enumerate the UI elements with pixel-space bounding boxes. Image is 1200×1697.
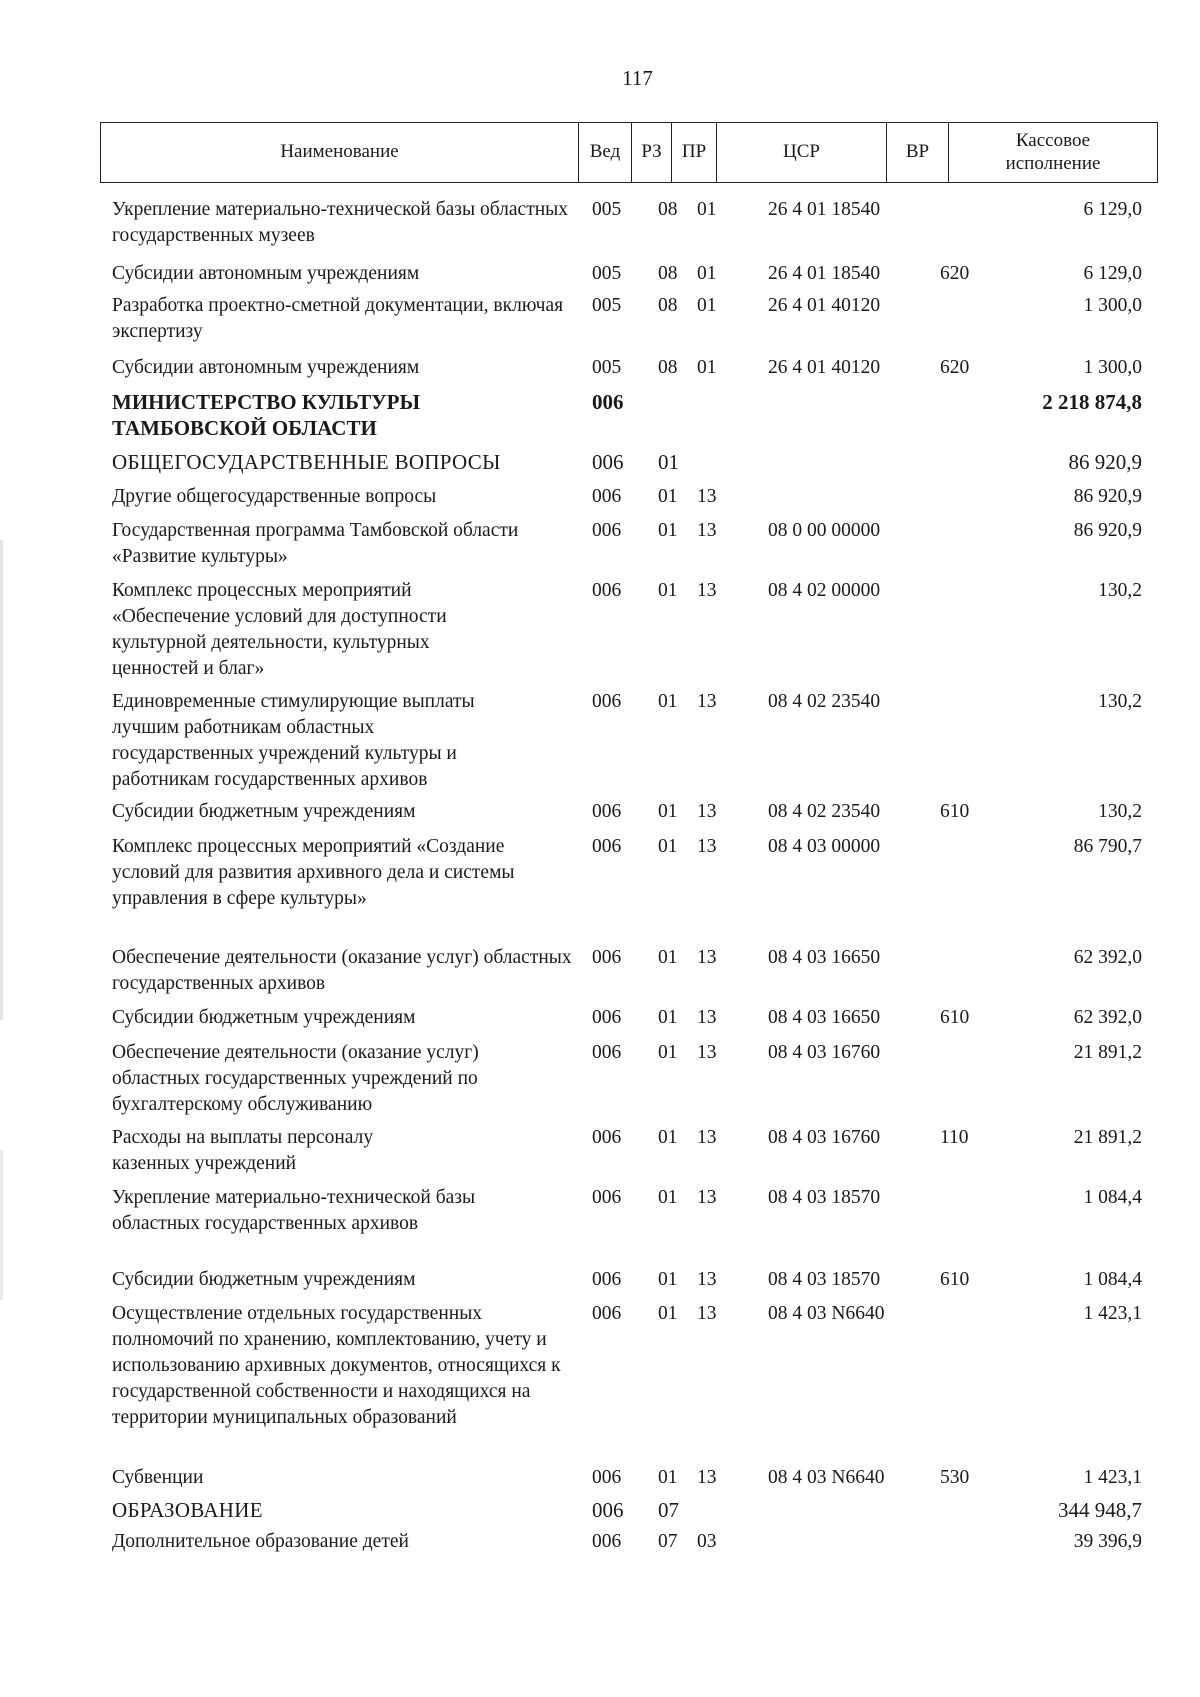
row-ved: 006 [592,1187,622,1208]
row-ved: 006 [592,691,622,712]
row-pr: 03 [697,1531,717,1552]
row-ved: 006 [592,1467,622,1488]
row-ved: 006 [592,520,622,541]
row-rz: 01 [658,1269,678,1290]
row-ved: 006 [592,801,622,822]
scan-edge-mark [0,1150,3,1300]
row-amount: 86 920,9 [1073,520,1142,541]
row-amount: 1 423,1 [1083,1467,1142,1488]
row-csr: 08 4 02 23540 [768,801,881,822]
row-rz: 01 [658,1303,678,1324]
row-amount: 86 920,9 [1073,486,1142,507]
row-ved: 006 [592,947,622,968]
row-csr: 08 4 02 23540 [768,691,881,712]
header-rz: РЗ [632,123,672,183]
row-vr: 620 [940,357,970,378]
row-name: Осуществление отдельных государственных полномочий по хранению, комплектованию, учету и использованию архивных документов, относящихся к государственной собственности и находящихся на территории муниципальных образований [112,1303,561,1428]
row-vr: 610 [940,1007,970,1028]
row-ved: 006 [592,486,622,507]
header-csr: ЦСР [717,123,887,183]
row-amount: 130,2 [1098,691,1142,712]
header-vr: ВР [887,123,949,183]
row-name: Государственная программа Тамбовской области «Развитие культуры» [112,520,519,567]
row-amount: 1 300,0 [1083,357,1142,378]
row-ved: 005 [592,263,622,284]
row-rz: 01 [658,691,678,712]
row-amount: 2 218 874,8 [1042,390,1142,414]
row-pr: 13 [697,691,717,712]
row-pr: 13 [697,1303,717,1324]
row-vr: 610 [940,1269,970,1290]
row-ved: 005 [592,295,622,316]
row-rz: 01 [658,947,678,968]
row-rz: 01 [658,580,678,601]
row-ved: 005 [592,357,622,378]
row-pr: 01 [697,295,717,316]
row-rz: 01 [658,801,678,822]
table-header [100,122,1158,183]
row-name: Субсидии автономным учреждениям [112,357,420,378]
row-amount: 86 790,7 [1073,836,1142,857]
row-name: ОБРАЗОВАНИЕ [112,1498,263,1522]
row-amount: 130,2 [1098,801,1142,822]
row-amount: 1 084,4 [1083,1187,1142,1208]
row-rz: 01 [658,1187,678,1208]
row-csr: 08 4 03 16760 [768,1042,881,1063]
row-rz: 08 [658,295,678,316]
row-ved: 006 [592,836,622,857]
row-pr: 13 [697,580,717,601]
row-ved: 006 [592,1127,622,1148]
row-amount: 6 129,0 [1083,199,1142,220]
row-csr: 08 4 03 00000 [768,836,881,857]
header-amount-line1: Кассовое [1015,129,1091,151]
row-pr: 01 [697,199,717,220]
row-ved: 006 [592,390,624,414]
row-name: Субсидии бюджетным учреждениям [112,1269,416,1290]
row-rz: 08 [658,199,678,220]
row-rz: 08 [658,263,678,284]
row-amount: 344 948,7 [1058,1498,1142,1522]
row-amount: 21 891,2 [1073,1042,1142,1063]
row-csr: 26 4 01 18540 [768,199,881,220]
row-amount: 86 920,9 [1068,450,1142,474]
row-amount: 130,2 [1098,580,1142,601]
row-rz: 01 [658,1467,678,1488]
row-rz: 01 [658,1042,678,1063]
row-pr: 01 [697,357,717,378]
row-csr: 26 4 01 40120 [768,357,881,378]
row-amount: 1 084,4 [1083,1269,1142,1290]
row-rz: 01 [658,1007,678,1028]
row-name: Расходы на выплаты персоналу казенных учреждений [112,1127,374,1174]
row-ved: 006 [592,1498,624,1522]
row-ved: 006 [592,450,624,474]
row-csr: 08 4 03 N6640 [768,1303,885,1324]
row-amount: 1 300,0 [1083,295,1142,316]
row-csr: 08 4 02 00000 [768,580,881,601]
row-name: Обеспечение деятельности (оказание услуг) областных государственных учреждений по бухгалтерскому обслуживанию [112,1042,479,1115]
row-rz: 01 [658,450,679,474]
row-name: Разработка проектно-сметной документации, включая экспертизу [112,295,564,342]
header-name: Наименование [101,123,579,183]
row-name: Субсидии бюджетным учреждениям [112,801,416,822]
row-csr: 08 4 03 16650 [768,1007,881,1028]
row-pr: 01 [697,263,717,284]
row-vr: 530 [940,1467,970,1488]
row-amount: 1 423,1 [1083,1303,1142,1324]
row-rz: 08 [658,357,678,378]
row-name: Другие общегосударственные вопросы [112,486,437,507]
row-csr: 08 4 03 18570 [768,1269,881,1290]
row-pr: 13 [697,1269,717,1290]
header-ved: Вед [579,123,632,183]
row-name: ОБЩЕГОСУДАРСТВЕННЫЕ ВОПРОСЫ [112,450,501,474]
row-amount: 21 891,2 [1073,1127,1142,1148]
row-ved: 006 [592,580,622,601]
row-name: МИНИСТЕРСТВО КУЛЬТУРЫ ТАМБОВСКОЙ ОБЛАСТИ [112,390,421,440]
row-csr: 08 4 03 N6640 [768,1467,885,1488]
row-csr: 08 4 03 18570 [768,1187,881,1208]
row-rz: 01 [658,520,678,541]
row-csr: 26 4 01 18540 [768,263,881,284]
row-rz: 01 [658,1127,678,1148]
row-name: Обеспечение деятельности (оказание услуг) областных государственных архивов [112,947,572,994]
row-name: Субвенции [112,1467,204,1488]
header-amount [949,123,1158,183]
row-pr: 13 [697,1187,717,1208]
row-amount: 62 392,0 [1073,1007,1142,1028]
row-name: Субсидии автономным учреждениям [112,263,420,284]
row-csr: 08 4 03 16650 [768,947,881,968]
row-name: Укрепление материально-технической базы областных государственных музеев [112,199,569,246]
row-name: Дополнительное образование детей [112,1531,409,1552]
row-pr: 13 [697,836,717,857]
row-ved: 006 [592,1042,622,1063]
row-ved: 006 [592,1007,622,1028]
row-csr: 26 4 01 40120 [768,295,881,316]
row-csr: 08 0 00 00000 [768,520,881,541]
row-ved: 006 [592,1269,622,1290]
row-amount: 39 396,9 [1073,1531,1142,1552]
row-name: Субсидии бюджетным учреждениям [112,1007,416,1028]
header-pr: ПР [672,123,717,183]
row-vr: 620 [940,263,970,284]
row-name: Комплекс процессных мероприятий «Обеспечение условий для доступности культурной деятельности, культурных ценностей и благ» [112,580,447,679]
row-rz: 01 [658,486,678,507]
row-pr: 13 [697,1467,717,1488]
row-amount: 6 129,0 [1083,263,1142,284]
row-csr: 08 4 03 16760 [768,1127,881,1148]
row-name: Укрепление материально-технической базы областных государственных архивов [112,1187,476,1234]
row-pr: 13 [697,486,717,507]
row-vr: 110 [940,1127,969,1148]
row-ved: 005 [592,199,622,220]
row-ved: 006 [592,1303,622,1324]
row-pr: 13 [697,520,717,541]
scan-edge-mark [0,540,3,1020]
row-pr: 13 [697,1127,717,1148]
page-number: 117 [622,66,653,90]
row-pr: 13 [697,1042,717,1063]
row-pr: 13 [697,801,717,822]
row-rz: 01 [658,836,678,857]
row-pr: 13 [697,947,717,968]
row-name: Единовременные стимулирующие выплаты лучшим работникам областных государственных учреждений культуры и работникам государственных архивов [112,691,475,790]
row-vr: 610 [940,801,970,822]
row-amount: 62 392,0 [1073,947,1142,968]
row-name: Комплекс процессных мероприятий «Создание условий для развития архивного дела и системы управления в сфере культуры» [112,836,515,909]
row-rz: 07 [658,1498,679,1522]
row-pr: 13 [697,1007,717,1028]
header-amount-line2: исполнение [1005,152,1101,174]
row-rz: 07 [658,1531,678,1552]
row-ved: 006 [592,1531,622,1552]
